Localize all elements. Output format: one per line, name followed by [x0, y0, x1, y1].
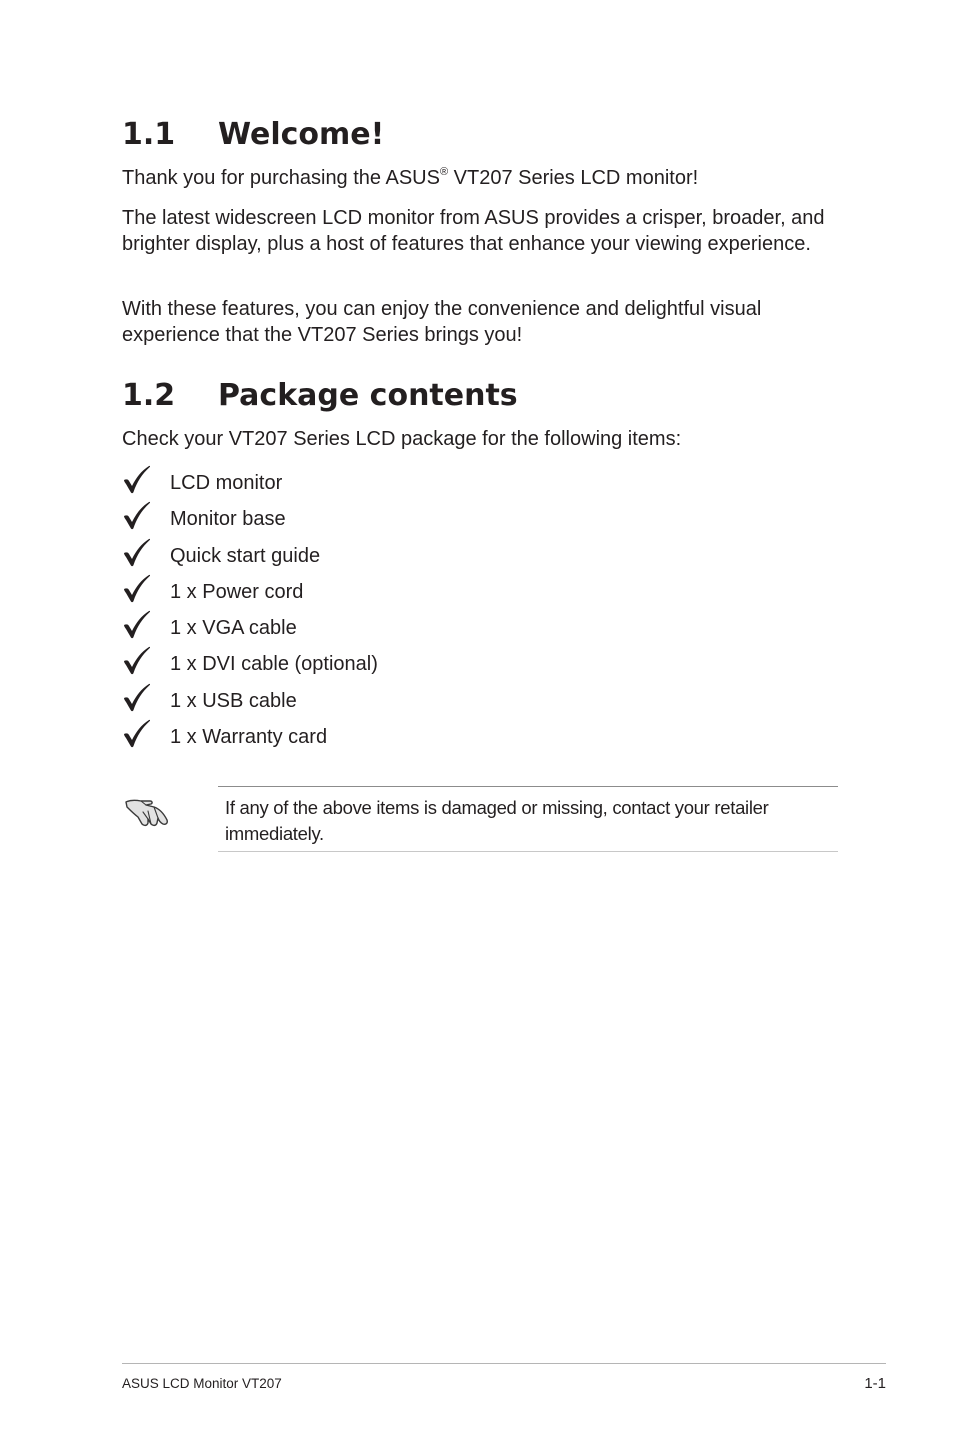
list-item-label: 1 x Power cord [170, 580, 304, 603]
list-item-label: LCD monitor [170, 472, 283, 494]
checkmark-icon [122, 501, 152, 531]
checkmark-icon [122, 683, 152, 713]
description-paragraph: The latest widescreen LCD monitor from ASUS provides a crisper, broader, and brighter display, plus a host of features that enhance your viewing experience. [122, 207, 825, 255]
list-item-label: 1 x USB cable [170, 689, 297, 712]
section-title: Welcome! [218, 117, 385, 152]
footer-divider [122, 1363, 886, 1364]
section-heading-welcome [122, 117, 384, 153]
section-number: 1.1 [122, 117, 176, 152]
list-item-label: 1 x Warranty card [170, 726, 328, 749]
checkmark-icon [122, 538, 152, 568]
registered-mark: ® [439, 166, 449, 178]
thank-you-text-end: VT207 Series LCD monitor! [448, 167, 699, 189]
section-title: Package contents [218, 378, 518, 413]
package-intro: Check your VT207 Series LCD package for the following items: [122, 428, 682, 450]
note-text: If any of the above items is damaged or missing, contact your retailer immediately. [225, 797, 769, 844]
list-item-label: Monitor base [170, 508, 286, 531]
checkmark-icon [122, 719, 152, 749]
checkmark-icon [122, 610, 152, 640]
section-heading-package-contents [122, 378, 518, 414]
list-item-label: 1 x VGA cable [170, 617, 297, 640]
section-number: 1.2 [122, 378, 176, 413]
thank-you-text: Thank you for purchasing the ASUS [122, 167, 440, 189]
thank-you-paragraph [122, 165, 842, 191]
list-item-label: Quick start guide [170, 544, 321, 567]
note-box [218, 786, 838, 852]
list-item-label: 1 x DVI cable (optional) [170, 653, 378, 676]
features-paragraph: With these features, you can enjoy the convenience and delightful visual experience that the VT207 Series brings you! [122, 298, 762, 346]
page-number: 1-1 [864, 1375, 886, 1392]
checkmark-icon [122, 646, 152, 676]
checkmark-icon [122, 465, 152, 495]
pointing-hand-icon [124, 790, 170, 828]
checkmark-icon [122, 574, 152, 604]
footer-product-name: ASUS LCD Monitor VT207 [122, 1376, 282, 1391]
